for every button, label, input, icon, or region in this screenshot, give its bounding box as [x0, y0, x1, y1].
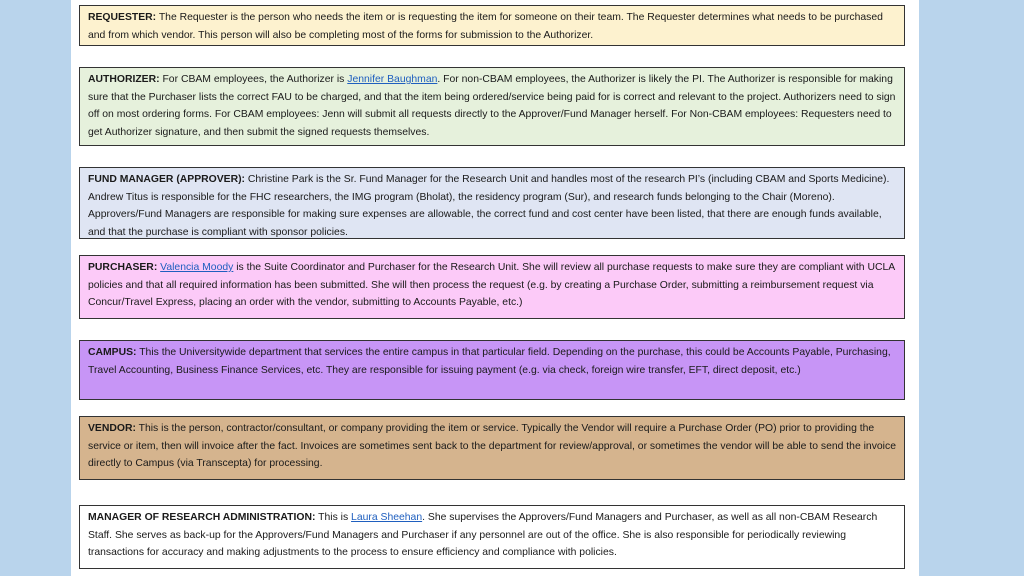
campus-box [79, 340, 905, 400]
authorizer-link[interactable]: Jennifer Baughman [347, 74, 438, 85]
vendor-box [79, 416, 905, 480]
campus-heading: CAMPUS: [88, 347, 137, 358]
purchaser-box [79, 255, 905, 319]
purchaser-heading: PURCHASER: [88, 262, 158, 273]
authorizer-text-after: . For non-CBAM employees, the Authorizer is likely the PI. The Authorizer is responsible for making sure that the Purchaser lists the correct FAU to be charged, and that the item being ordered/service being paid for is correct and relevant to the project. Authorizers need to sign off on most ordering forms. For CBAM employees: Jenn will submit all requests directly to the Approver/Fund Manager herself. For Non-CBAM employees: Requesters need to get Authorizer signature, and then submit the signed requests themselves. [88, 74, 896, 138]
manager-link[interactable]: Laura Sheehan [351, 512, 423, 523]
fund-manager-heading: FUND MANAGER (APPROVER): [88, 174, 246, 185]
requester-text: The Requester is the person who needs the item or is requesting the item for someone on their team. The Requester determines what needs to be purchased and from which vendor. This person will also be completing most of the forms for submission to the Authorizer. [88, 12, 883, 41]
authorizer-text-before: For CBAM employees, the Authorizer is [159, 74, 348, 85]
fund-manager-text: Christine Park is the Sr. Fund Manager for the Research Unit and handles most of the research PI’s (including CBAM and Sports Medicine). Andrew Titus is responsible for the FHC researchers, the IMG program (Bholat), the residency program (Sur), and research funds belonging to the Chair (Moreno). Approvers/Fund Managers are responsible for making sure expenses are allowable, the correct fund and cost center have been listed, that there are enough funds available, and that the purchase is compliant with sponsor policies. [88, 174, 890, 238]
purchaser-text-after: is the Suite Coordinator and Purchaser for the Research Unit. She will review all purchase requests to make sure they are compliant with UCLA policies and that all required information has been submitted. She will then process the request (e.g. by creating a Purchase Order, submitting a reimbursement request via Concur/Travel Express, placing an order with the vendor, submitting to Accounts Payable, etc.) [88, 262, 895, 308]
fund-manager-box [79, 167, 905, 239]
vendor-text: This is the person, contractor/consultant, or company providing the item or service. Typically the Vendor will require a Purchase Order (PO) prior to providing the service or item, then will invoice after the fact. Invoices are sometimes sent back to the department for review/approval, or sometimes the vendor will be able to send the invoice directly to Campus (via Transcepta) for processing. [88, 423, 896, 469]
document-page [71, 0, 919, 576]
manager-heading: MANAGER OF RESEARCH ADMINISTRATION: [88, 512, 316, 523]
requester-box [79, 5, 905, 46]
authorizer-heading: AUTHORIZER: [88, 74, 160, 85]
purchaser-link[interactable]: Valencia Moody [160, 262, 234, 273]
requester-heading: REQUESTER: [88, 12, 157, 23]
campus-text: This the Universitywide department that services the entire campus in that particular field. Depending on the purchase, this could be Accounts Payable, Purchasing, Travel Accounting, Business Finance Services, etc. They are responsible for issuing payment (e.g. via check, foreign wire transfer, EFT, direct deposit, etc.) [88, 347, 891, 376]
manager-box [79, 505, 905, 569]
authorizer-box [79, 67, 905, 146]
manager-text-before: This is [315, 512, 352, 523]
vendor-heading: VENDOR: [88, 423, 136, 434]
manager-text-after: . She supervises the Approvers/Fund Managers and Purchaser, as well as all non-CBAM Research Staff. She serves as back-up for the Approvers/Fund Managers and Purchaser if any personnel are out of the office. She is also responsible for periodically reviewing transactions for accuracy and making adjustments to the process to ensure efficiency and compliance with policies. [88, 512, 878, 558]
